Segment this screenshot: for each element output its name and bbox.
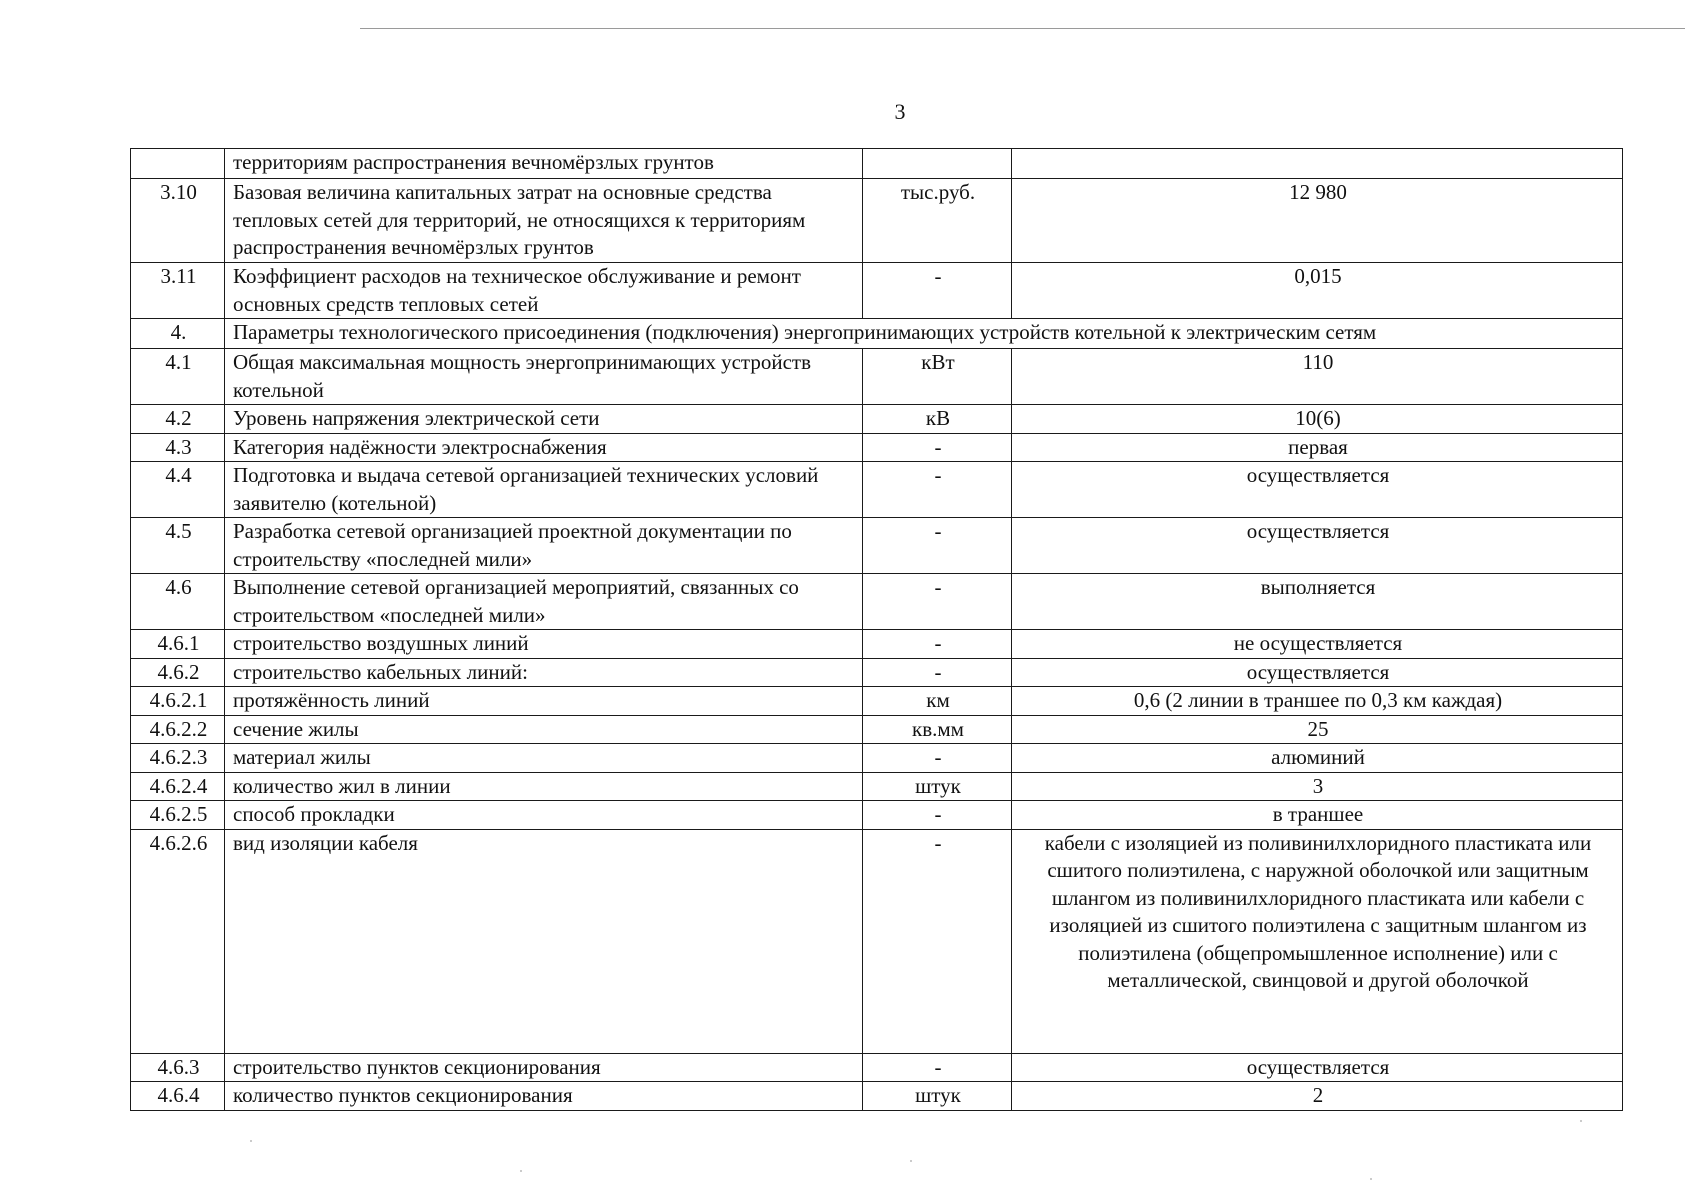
value-cell: не осуществляется bbox=[1012, 630, 1623, 659]
parameter-name: Категория надёжности электроснабжения bbox=[225, 433, 863, 462]
value-cell: кабели с изоляцией из поливинилхлоридного пластиката или сшитого полиэтилена, с наружной оболочкой или защитным шлангом из поливинилхлоридного пластиката или кабели с изоляцией из сшитого полиэтилена с защитным шлангом из полиэтилена (общепромышленное исполнение) или с металлической, свинцовой и другой оболочкой bbox=[1012, 829, 1623, 1053]
row-number: 4.6.2 bbox=[131, 658, 225, 687]
section-title: Параметры технологического присоединения (подключения) энергопринимающих устройств котельной к электрическим сетям bbox=[225, 319, 1623, 349]
value-cell: выполняется bbox=[1012, 574, 1623, 630]
page-number: 3 bbox=[894, 99, 906, 124]
unit-cell: - bbox=[863, 829, 1012, 1053]
value-cell: алюминий bbox=[1012, 744, 1623, 773]
scan-speck bbox=[910, 1160, 912, 1162]
row-number bbox=[131, 149, 225, 179]
parameter-name: Разработка сетевой организацией проектной документации по строительству «последней мили» bbox=[225, 518, 863, 574]
unit-cell: - bbox=[863, 801, 1012, 830]
table-row bbox=[131, 179, 1623, 263]
row-number: 4.6.2.5 bbox=[131, 801, 225, 830]
value-cell: в траншее bbox=[1012, 801, 1623, 830]
unit-cell: - bbox=[863, 263, 1012, 319]
table-row bbox=[131, 801, 1623, 830]
table-row bbox=[131, 349, 1623, 405]
row-number: 4.6.1 bbox=[131, 630, 225, 659]
parameter-name: Выполнение сетевой организацией мероприятий, связанных со строительством «последней мили» bbox=[225, 574, 863, 630]
unit-cell: - bbox=[863, 658, 1012, 687]
table-row bbox=[131, 687, 1623, 716]
unit-cell: - bbox=[863, 1053, 1012, 1082]
value-cell: первая bbox=[1012, 433, 1623, 462]
unit-cell: - bbox=[863, 518, 1012, 574]
parameter-name: Коэффициент расходов на техническое обслуживание и ремонт основных средств тепловых сетей bbox=[225, 263, 863, 319]
value-cell: осуществляется bbox=[1012, 658, 1623, 687]
value-cell: 10(6) bbox=[1012, 405, 1623, 434]
unit-cell: - bbox=[863, 574, 1012, 630]
table-row bbox=[131, 829, 1623, 1053]
scan-speck bbox=[1370, 1178, 1372, 1180]
table-row bbox=[131, 518, 1623, 574]
row-number: 4.6.4 bbox=[131, 1082, 225, 1111]
value-cell: осуществляется bbox=[1012, 518, 1623, 574]
value-cell: 25 bbox=[1012, 715, 1623, 744]
row-number: 4.6.2.3 bbox=[131, 744, 225, 773]
value-cell: 3 bbox=[1012, 772, 1623, 801]
table-row bbox=[131, 630, 1623, 659]
unit-cell bbox=[863, 149, 1012, 179]
row-number: 4.2 bbox=[131, 405, 225, 434]
row-number: 4.5 bbox=[131, 518, 225, 574]
row-number: 4.1 bbox=[131, 349, 225, 405]
row-number: 3.11 bbox=[131, 263, 225, 319]
scan-speck bbox=[1580, 1120, 1582, 1122]
unit-cell: штук bbox=[863, 772, 1012, 801]
parameter-name: строительство пунктов секционирования bbox=[225, 1053, 863, 1082]
value-cell: 0,015 bbox=[1012, 263, 1623, 319]
parameter-name: Общая максимальная мощность энергопринимающих устройств котельной bbox=[225, 349, 863, 405]
value-cell: осуществляется bbox=[1012, 1053, 1623, 1082]
row-number: 4.6.2.2 bbox=[131, 715, 225, 744]
table-row bbox=[131, 772, 1623, 801]
value-cell: 2 bbox=[1012, 1082, 1623, 1111]
table-row bbox=[131, 149, 1623, 179]
parameter-name: сечение жилы bbox=[225, 715, 863, 744]
table-row bbox=[131, 658, 1623, 687]
parameter-name: вид изоляции кабеля bbox=[225, 829, 863, 1053]
unit-cell: кВт bbox=[863, 349, 1012, 405]
parameter-name: количество пунктов секционирования bbox=[225, 1082, 863, 1111]
value-cell: осуществляется bbox=[1012, 462, 1623, 518]
table-row bbox=[131, 405, 1623, 434]
row-number: 4.6.3 bbox=[131, 1053, 225, 1082]
parameter-name: Подготовка и выдача сетевой организацией технических условий заявителю (котельной) bbox=[225, 462, 863, 518]
parameter-name: материал жилы bbox=[225, 744, 863, 773]
parameter-name: строительство кабельных линий: bbox=[225, 658, 863, 687]
unit-cell: - bbox=[863, 462, 1012, 518]
parameter-name: протяжённость линий bbox=[225, 687, 863, 716]
unit-cell: - bbox=[863, 630, 1012, 659]
table-row bbox=[131, 715, 1623, 744]
table-row bbox=[131, 263, 1623, 319]
row-number: 4.6.2.1 bbox=[131, 687, 225, 716]
parameters-table bbox=[130, 148, 1623, 1111]
section-row bbox=[131, 319, 1623, 349]
scan-top-rule bbox=[360, 28, 1685, 29]
value-cell: 110 bbox=[1012, 349, 1623, 405]
table-row bbox=[131, 1053, 1623, 1082]
parameter-name: способ прокладки bbox=[225, 801, 863, 830]
scan-speck bbox=[520, 1170, 522, 1172]
parameter-name: строительство воздушных линий bbox=[225, 630, 863, 659]
parameter-name: Уровень напряжения электрической сети bbox=[225, 405, 863, 434]
parameter-name: количество жил в линии bbox=[225, 772, 863, 801]
table-row bbox=[131, 433, 1623, 462]
unit-cell: тыс.руб. bbox=[863, 179, 1012, 263]
row-number: 4.6.2.6 bbox=[131, 829, 225, 1053]
unit-cell: - bbox=[863, 744, 1012, 773]
parameter-name: территориям распространения вечномёрзлых грунтов bbox=[225, 149, 863, 179]
value-cell: 0,6 (2 линии в траншее по 0,3 км каждая) bbox=[1012, 687, 1623, 716]
row-number: 4.6.2.4 bbox=[131, 772, 225, 801]
table-row bbox=[131, 1082, 1623, 1111]
row-number: 4.3 bbox=[131, 433, 225, 462]
table-row bbox=[131, 462, 1623, 518]
unit-cell: кВ bbox=[863, 405, 1012, 434]
table-row bbox=[131, 574, 1623, 630]
row-number: 4.6 bbox=[131, 574, 225, 630]
section-number: 4. bbox=[131, 319, 225, 349]
value-cell: 12 980 bbox=[1012, 179, 1623, 263]
unit-cell: - bbox=[863, 433, 1012, 462]
scan-speck bbox=[250, 1140, 252, 1142]
unit-cell: кв.мм bbox=[863, 715, 1012, 744]
unit-cell: км bbox=[863, 687, 1012, 716]
table-row bbox=[131, 744, 1623, 773]
unit-cell: штук bbox=[863, 1082, 1012, 1111]
row-number: 4.4 bbox=[131, 462, 225, 518]
value-cell bbox=[1012, 149, 1623, 179]
row-number: 3.10 bbox=[131, 179, 225, 263]
parameter-name: Базовая величина капитальных затрат на основные средства тепловых сетей для территорий, не относящихся к территориям распространения вечномёрзлых грунтов bbox=[225, 179, 863, 263]
